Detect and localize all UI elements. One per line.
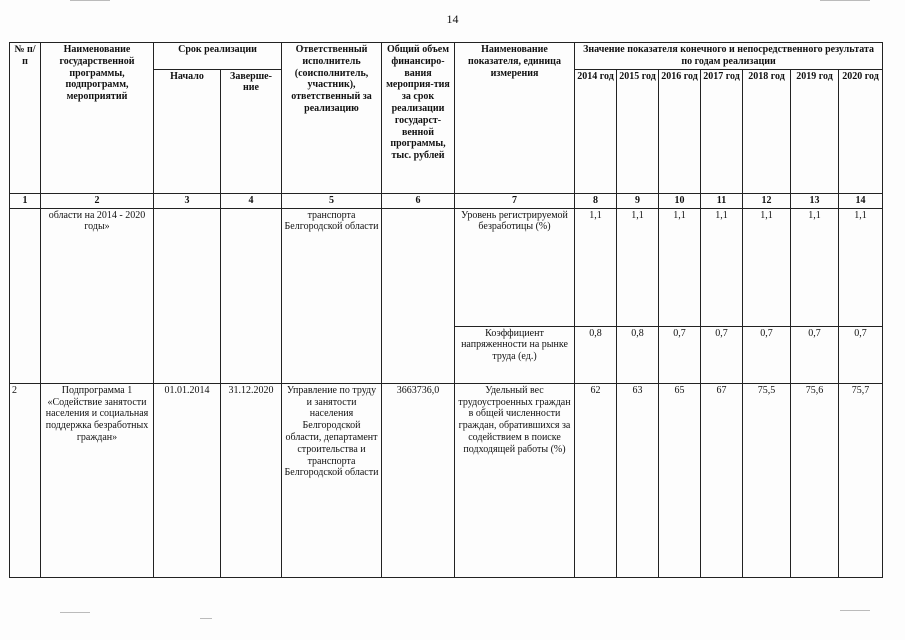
column-number: 6 — [382, 193, 455, 208]
indicator-value: 1,1 — [791, 208, 839, 326]
indicator-value: 0,8 — [575, 326, 617, 383]
column-number: 13 — [791, 193, 839, 208]
column-number: 9 — [617, 193, 659, 208]
header-year: 2018 год — [743, 69, 791, 193]
end-date: 31.12.2020 — [221, 383, 282, 577]
start-date — [154, 208, 221, 383]
table-row — [10, 383, 883, 577]
column-number: 14 — [839, 193, 883, 208]
header-year: 2020 год — [839, 69, 883, 193]
indicator-value: 65 — [659, 383, 701, 577]
column-number: 8 — [575, 193, 617, 208]
indicator-name: Удельный вес трудоустроенных граждан в общей численности граждан, обратившихся за содействием в поиске подходящей работы (%) — [455, 383, 575, 577]
indicator-value: 0,7 — [743, 326, 791, 383]
indicator-value: 0,7 — [701, 326, 743, 383]
indicator-value: 63 — [617, 383, 659, 577]
column-number: 7 — [455, 193, 575, 208]
funding-volume: 3663736,0 — [382, 383, 455, 577]
indicator-value: 1,1 — [743, 208, 791, 326]
indicator-value: 1,1 — [617, 208, 659, 326]
column-number: 2 — [41, 193, 154, 208]
indicator-value: 67 — [701, 383, 743, 577]
header-end: Заверше-ние — [221, 69, 282, 193]
header-year: 2014 год — [575, 69, 617, 193]
start-date: 01.01.2014 — [154, 383, 221, 577]
indicator-value: 0,7 — [791, 326, 839, 383]
header-responsible: Ответственный исполнитель (соисполнитель, участник), ответственный за реализацию — [282, 43, 382, 194]
row-num: 2 — [10, 383, 41, 577]
indicator-value: 1,1 — [701, 208, 743, 326]
indicator-value: 1,1 — [839, 208, 883, 326]
page-number: 14 — [446, 12, 459, 26]
column-number-row — [10, 193, 883, 208]
indicator-name: Уровень регистрируемой безработицы (%) — [455, 208, 575, 326]
indicator-value: 62 — [575, 383, 617, 577]
indicator-name: Коэффициент напряженности на рынке труда (ед.) — [455, 326, 575, 383]
column-number: 3 — [154, 193, 221, 208]
header-row-1 — [10, 43, 883, 70]
indicator-value: 75,6 — [791, 383, 839, 577]
column-number: 1 — [10, 193, 41, 208]
scan-artifact — [820, 0, 870, 1]
responsible: транспорта Белгородской области — [282, 208, 382, 383]
indicator-value: 75,7 — [839, 383, 883, 577]
responsible: Управление по труду и занятости населения Белгородской области, департамент строительства и транспорта Белгородской области — [282, 383, 382, 577]
row-num — [10, 208, 41, 383]
header-indicator: Наименование показателя, единица измерения — [455, 43, 575, 194]
table-row — [10, 208, 883, 326]
header-year: 2019 год — [791, 69, 839, 193]
program-name: Подпрограмма 1 «Содействие занятости населения и социальная поддержка безработных граждан» — [41, 383, 154, 577]
column-number: 5 — [282, 193, 382, 208]
scan-artifact — [200, 618, 212, 619]
scan-artifact — [70, 0, 110, 1]
indicators-table — [9, 42, 883, 578]
indicator-value: 0,7 — [839, 326, 883, 383]
indicator-value: 1,1 — [659, 208, 701, 326]
header-start: Начало — [154, 69, 221, 193]
indicator-value: 1,1 — [575, 208, 617, 326]
header-num: № п/п — [10, 43, 41, 194]
scan-artifact — [840, 610, 870, 611]
header-program-name: Наименование государственной программы, подпрограмм, мероприятий — [41, 43, 154, 194]
header-values: Значение показателя конечного и непосредственного результата по годам реализации — [575, 43, 883, 70]
program-name: области на 2014 - 2020 годы» — [41, 208, 154, 383]
header-year: 2016 год — [659, 69, 701, 193]
column-number: 4 — [221, 193, 282, 208]
header-volume: Общий объем финансиро-вания мероприя-тия за срок реализации государст-венной программы, тыс. рублей — [382, 43, 455, 194]
column-number: 10 — [659, 193, 701, 208]
indicator-value: 75,5 — [743, 383, 791, 577]
scan-artifact — [60, 612, 90, 613]
header-year: 2015 год — [617, 69, 659, 193]
header-period: Срок реализации — [154, 43, 282, 70]
indicator-value: 0,7 — [659, 326, 701, 383]
header-year: 2017 год — [701, 69, 743, 193]
end-date — [221, 208, 282, 383]
funding-volume — [382, 208, 455, 383]
column-number: 12 — [743, 193, 791, 208]
column-number: 11 — [701, 193, 743, 208]
indicator-value: 0,8 — [617, 326, 659, 383]
